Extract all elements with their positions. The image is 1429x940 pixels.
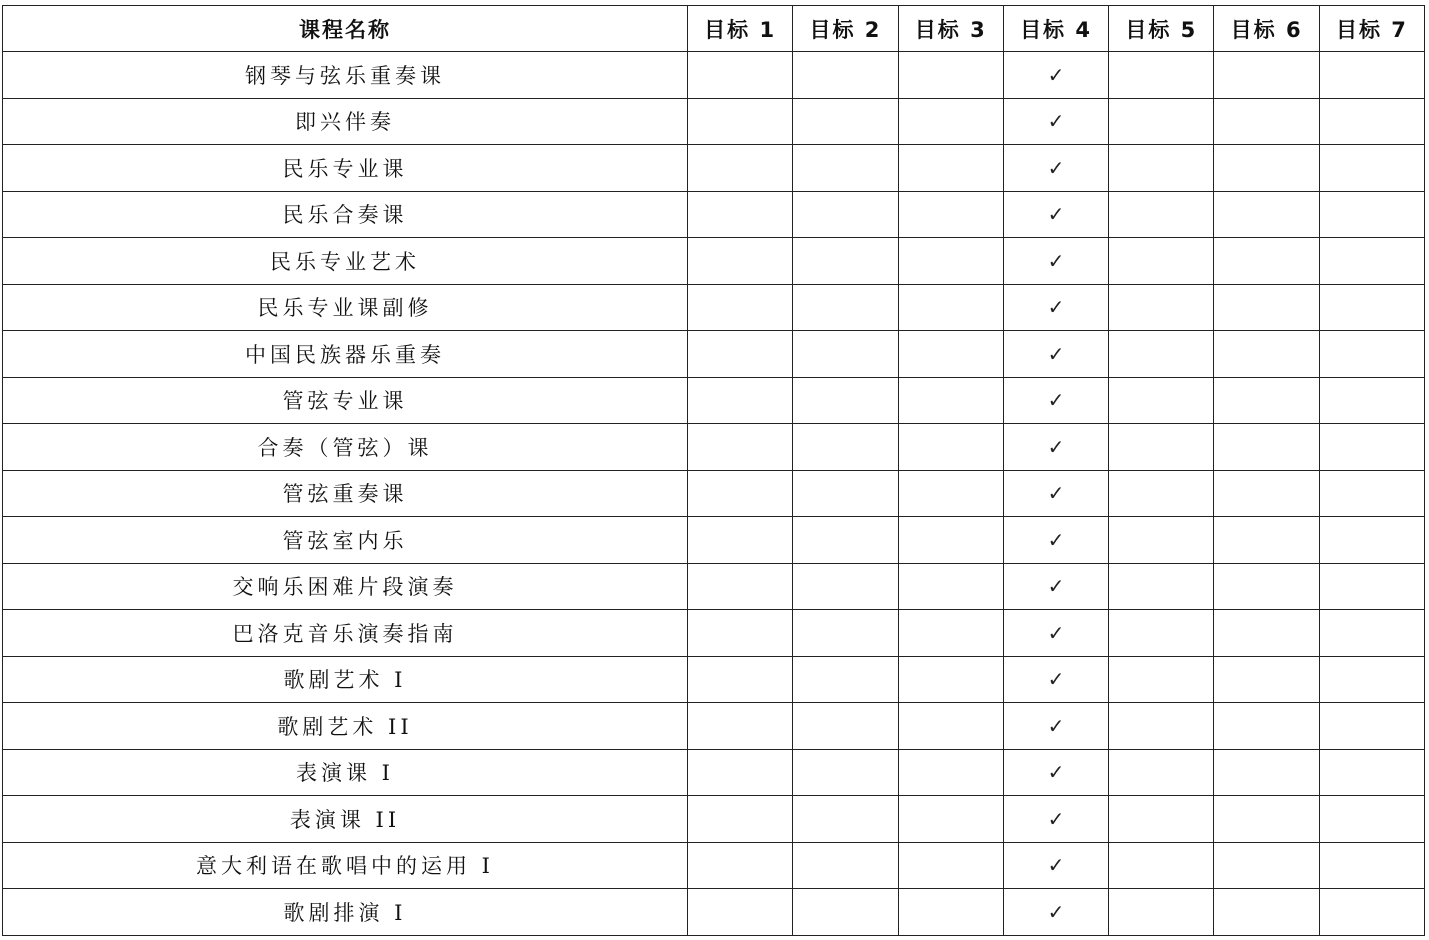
goal-cell (1109, 563, 1214, 610)
goal-cell (793, 796, 898, 843)
goal-cell (1109, 656, 1214, 703)
goal-cell (1214, 470, 1319, 517)
course-name-cell: 表演课 II (3, 796, 688, 843)
check-mark-cell: ✓ (1003, 377, 1108, 424)
course-name-cell: 中国民族器乐重奏 (3, 331, 688, 378)
table-row (3, 52, 1425, 99)
course-name-cell: 歌剧艺术 II (3, 703, 688, 750)
course-name-cell: 歌剧艺术 I (3, 656, 688, 703)
goal-cell (1109, 842, 1214, 889)
course-name-cell: 管弦专业课 (3, 377, 688, 424)
goal-cell (1214, 796, 1319, 843)
goal-cell (1109, 796, 1214, 843)
goal-cell (793, 377, 898, 424)
goal-cell (1109, 191, 1214, 238)
goal-cell (898, 517, 1003, 564)
goal-cell (688, 145, 793, 192)
course-name-cell: 即兴伴奏 (3, 98, 688, 145)
course-name-cell: 交响乐困难片段演奏 (3, 563, 688, 610)
goal-cell (793, 238, 898, 285)
goal-cell (898, 98, 1003, 145)
goal-cell (1319, 610, 1424, 657)
goal-cell (1214, 842, 1319, 889)
goal-cell (688, 749, 793, 796)
goal-cell (688, 610, 793, 657)
check-mark-cell: ✓ (1003, 98, 1108, 145)
goal-cell (1109, 377, 1214, 424)
goal-cell (1109, 610, 1214, 657)
header-goal-5: 目标 5 (1109, 6, 1214, 52)
goal-cell (1109, 284, 1214, 331)
goal-cell (688, 563, 793, 610)
goal-cell (793, 563, 898, 610)
goal-cell (1214, 52, 1319, 99)
check-mark-cell: ✓ (1003, 331, 1108, 378)
table-row (3, 145, 1425, 192)
goal-cell (1214, 517, 1319, 564)
goal-cell (1214, 889, 1319, 936)
goal-cell (688, 796, 793, 843)
goal-cell (898, 238, 1003, 285)
table-row (3, 842, 1425, 889)
goal-cell (898, 796, 1003, 843)
goal-cell (1319, 796, 1424, 843)
goal-cell (793, 749, 898, 796)
check-mark-cell: ✓ (1003, 656, 1108, 703)
goal-cell (1319, 98, 1424, 145)
course-name-cell: 歌剧排演 I (3, 889, 688, 936)
goal-cell (1319, 703, 1424, 750)
goal-cell (898, 703, 1003, 750)
check-mark-cell: ✓ (1003, 52, 1108, 99)
goal-cell (688, 517, 793, 564)
goal-cell (1109, 52, 1214, 99)
goal-cell (1319, 563, 1424, 610)
goal-cell (1214, 284, 1319, 331)
goal-cell (688, 331, 793, 378)
course-name-cell: 管弦重奏课 (3, 470, 688, 517)
goal-cell (898, 52, 1003, 99)
goal-cell (898, 842, 1003, 889)
goal-cell (1214, 98, 1319, 145)
check-mark-cell: ✓ (1003, 284, 1108, 331)
goal-cell (688, 889, 793, 936)
goal-cell (793, 517, 898, 564)
goal-cell (1214, 703, 1319, 750)
table-row (3, 889, 1425, 936)
table-row (3, 238, 1425, 285)
goal-cell (1319, 470, 1424, 517)
check-mark-cell: ✓ (1003, 563, 1108, 610)
goal-cell (1214, 377, 1319, 424)
goal-cell (898, 331, 1003, 378)
goal-cell (1214, 563, 1319, 610)
goal-cell (1319, 424, 1424, 471)
goal-cell (688, 98, 793, 145)
header-course-name: 课程名称 (3, 6, 688, 52)
goal-cell (898, 191, 1003, 238)
goal-cell (793, 52, 898, 99)
goal-cell (898, 749, 1003, 796)
goal-cell (793, 424, 898, 471)
goal-cell (1214, 331, 1319, 378)
check-mark-cell: ✓ (1003, 749, 1108, 796)
table-row (3, 703, 1425, 750)
goal-cell (898, 563, 1003, 610)
goal-cell (1109, 517, 1214, 564)
goal-cell (793, 145, 898, 192)
goal-cell (688, 424, 793, 471)
goal-cell (1319, 749, 1424, 796)
table-header (3, 6, 1425, 52)
goal-cell (898, 145, 1003, 192)
course-name-cell: 巴洛克音乐演奏指南 (3, 610, 688, 657)
header-goal-3: 目标 3 (898, 6, 1003, 52)
goal-cell (688, 191, 793, 238)
check-mark-cell: ✓ (1003, 145, 1108, 192)
goal-cell (1319, 284, 1424, 331)
goal-cell (1319, 145, 1424, 192)
table-row (3, 656, 1425, 703)
course-name-cell: 钢琴与弦乐重奏课 (3, 52, 688, 99)
header-goal-7: 目标 7 (1319, 6, 1424, 52)
goal-cell (793, 656, 898, 703)
goal-cell (793, 470, 898, 517)
goal-cell (1109, 238, 1214, 285)
course-name-cell: 管弦室内乐 (3, 517, 688, 564)
goal-cell (898, 470, 1003, 517)
check-mark-cell: ✓ (1003, 610, 1108, 657)
goal-cell (688, 470, 793, 517)
table-body (3, 52, 1425, 936)
goal-cell (793, 889, 898, 936)
goal-cell (1109, 703, 1214, 750)
goal-cell (688, 238, 793, 285)
goal-cell (898, 610, 1003, 657)
goal-cell (898, 424, 1003, 471)
header-goal-1: 目标 1 (688, 6, 793, 52)
goal-cell (793, 98, 898, 145)
goal-cell (1319, 517, 1424, 564)
goal-cell (1319, 842, 1424, 889)
goal-cell (1109, 749, 1214, 796)
course-name-cell: 合奏（管弦）课 (3, 424, 688, 471)
goal-cell (1214, 610, 1319, 657)
check-mark-cell: ✓ (1003, 424, 1108, 471)
goal-cell (898, 284, 1003, 331)
table-row (3, 284, 1425, 331)
header-goal-2: 目标 2 (793, 6, 898, 52)
goal-cell (688, 656, 793, 703)
goal-cell (688, 842, 793, 889)
goal-cell (793, 703, 898, 750)
goal-cell (793, 191, 898, 238)
goal-cell (1319, 377, 1424, 424)
course-name-cell: 民乐专业课 (3, 145, 688, 192)
check-mark-cell: ✓ (1003, 238, 1108, 285)
table-row (3, 424, 1425, 471)
goal-cell (1319, 52, 1424, 99)
goal-cell (688, 284, 793, 331)
header-goal-4: 目标 4 (1003, 6, 1108, 52)
goal-cell (1214, 656, 1319, 703)
goal-cell (688, 377, 793, 424)
table-row (3, 331, 1425, 378)
table-row (3, 749, 1425, 796)
goal-cell (793, 842, 898, 889)
check-mark-cell: ✓ (1003, 703, 1108, 750)
goal-cell (1319, 238, 1424, 285)
table-row (3, 98, 1425, 145)
goal-cell (688, 703, 793, 750)
table-row (3, 470, 1425, 517)
goal-cell (1319, 191, 1424, 238)
goal-cell (1109, 145, 1214, 192)
goal-cell (793, 610, 898, 657)
course-name-cell: 民乐专业艺术 (3, 238, 688, 285)
check-mark-cell: ✓ (1003, 470, 1108, 517)
check-mark-cell: ✓ (1003, 517, 1108, 564)
course-name-cell: 意大利语在歌唱中的运用 I (3, 842, 688, 889)
table-row (3, 796, 1425, 843)
table-row (3, 563, 1425, 610)
goal-cell (1319, 656, 1424, 703)
table-row (3, 610, 1425, 657)
goal-cell (1214, 749, 1319, 796)
goal-cell (1214, 191, 1319, 238)
table-row (3, 191, 1425, 238)
goal-cell (1214, 424, 1319, 471)
goal-cell (1319, 331, 1424, 378)
goal-cell (898, 889, 1003, 936)
table-row (3, 377, 1425, 424)
header-goal-6: 目标 6 (1214, 6, 1319, 52)
goal-cell (1109, 889, 1214, 936)
check-mark-cell: ✓ (1003, 796, 1108, 843)
goal-cell (793, 284, 898, 331)
table-row (3, 517, 1425, 564)
check-mark-cell: ✓ (1003, 842, 1108, 889)
course-goal-table (2, 5, 1425, 936)
header-row (3, 6, 1425, 52)
goal-cell (793, 331, 898, 378)
check-mark-cell: ✓ (1003, 889, 1108, 936)
course-name-cell: 表演课 I (3, 749, 688, 796)
goal-cell (898, 656, 1003, 703)
goal-cell (1214, 145, 1319, 192)
goal-cell (1109, 424, 1214, 471)
goal-cell (1109, 470, 1214, 517)
check-mark-cell: ✓ (1003, 191, 1108, 238)
goal-cell (1109, 331, 1214, 378)
goal-cell (1319, 889, 1424, 936)
course-name-cell: 民乐合奏课 (3, 191, 688, 238)
goal-cell (1109, 98, 1214, 145)
goal-cell (898, 377, 1003, 424)
course-name-cell: 民乐专业课副修 (3, 284, 688, 331)
goal-cell (688, 52, 793, 99)
goal-cell (1214, 238, 1319, 285)
